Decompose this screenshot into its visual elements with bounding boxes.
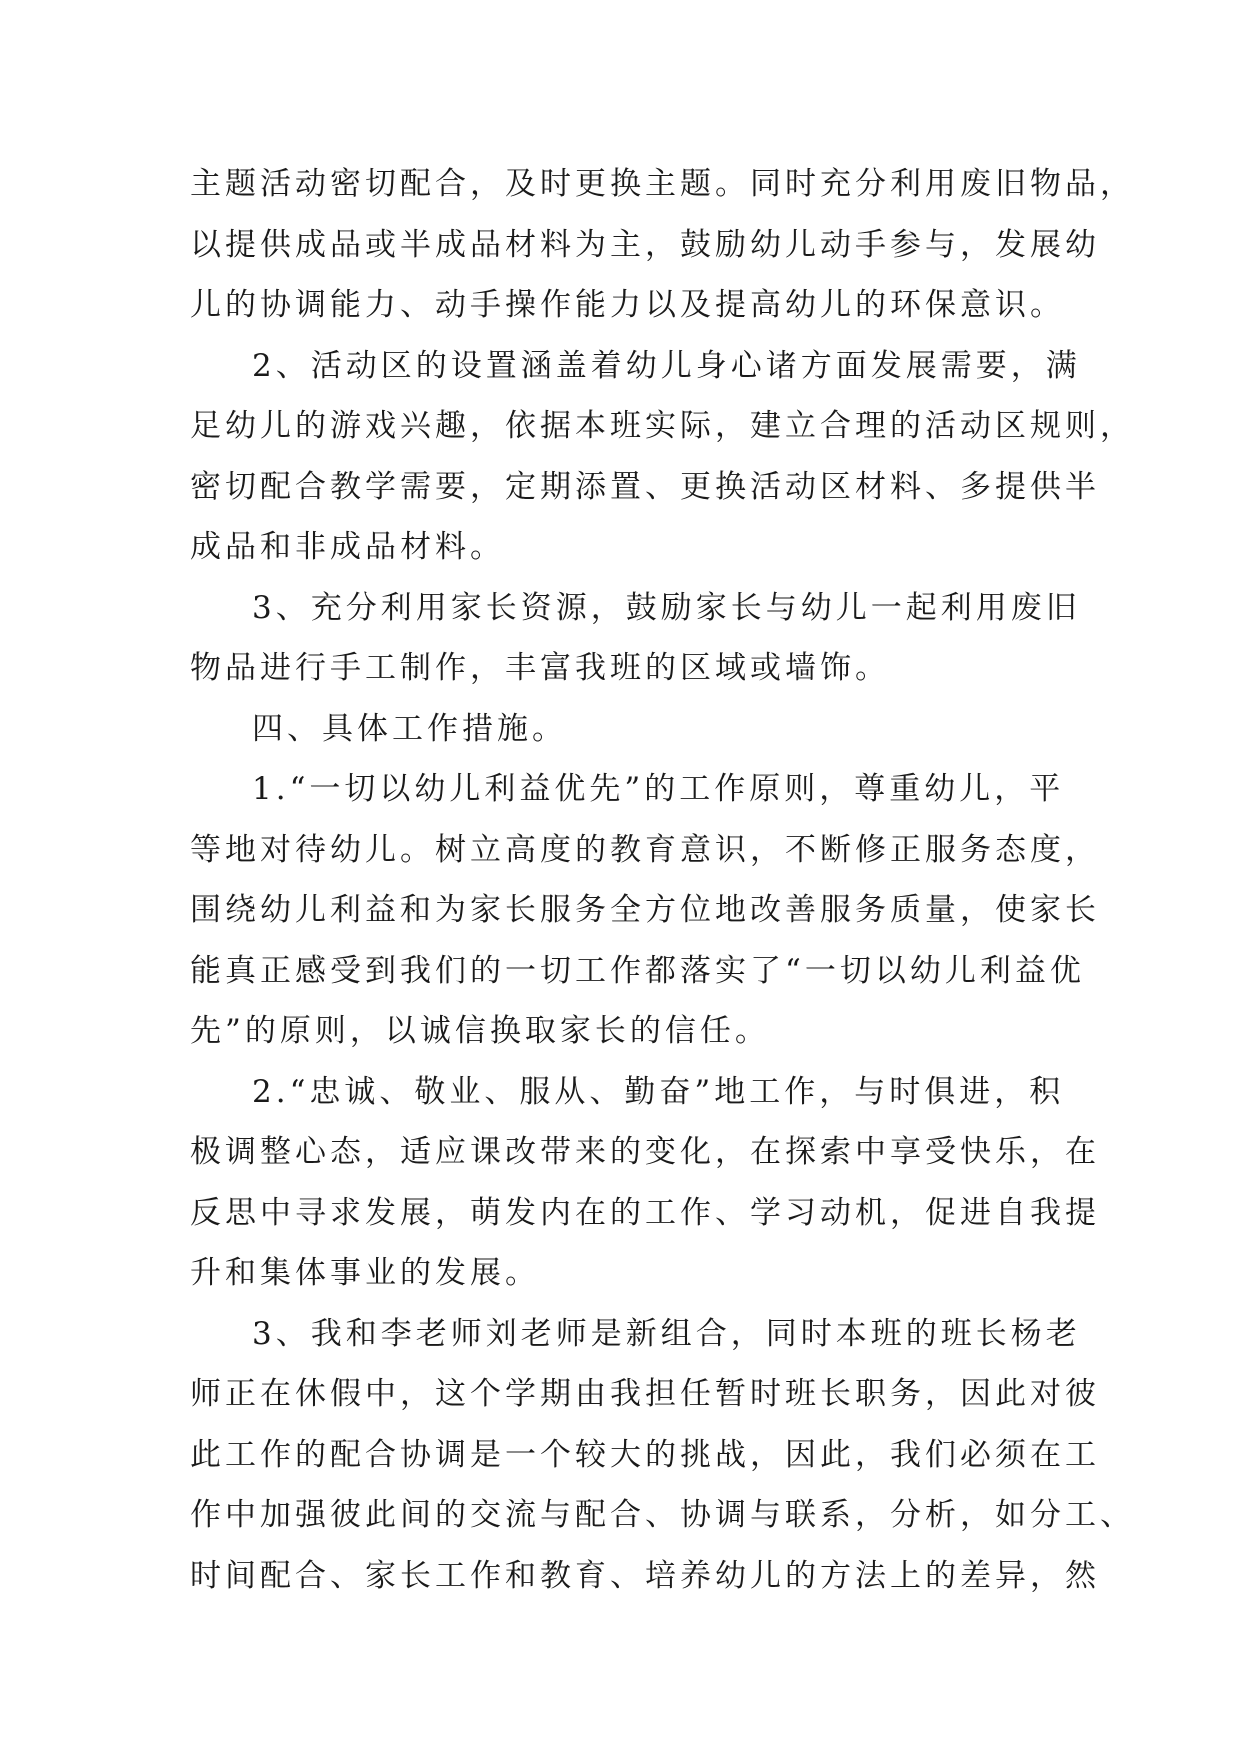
- document-body: [190, 154, 1135, 1606]
- text-line: 作中加强彼此间的交流与配合、协调与联系，分析，如分工、: [190, 1497, 1135, 1533]
- text-line: 儿的协调能力、动手操作能力以及提高幼儿的环保意识。: [190, 287, 1065, 323]
- text-line: 反思中寻求发展，萌发内在的工作、学习动机，促进自我提: [190, 1194, 1100, 1231]
- text-line: 围绕幼儿利益和为家长服务全方位地改善服务质量，使家长: [190, 892, 1100, 928]
- text-line: 以提供成品或半成品材料为主，鼓励幼儿动手参与，发展幼: [190, 226, 1100, 263]
- text-line: 2.“忠诚、敬业、服从、勤奋”地工作，与时俱进，积: [252, 1073, 1065, 1110]
- text-line: 3、充分利用家长资源，鼓励家长与幼儿一起利用废旧: [252, 589, 1081, 626]
- text-line: 能真正感受到我们的一切工作都落实了“一切以幼儿利益优: [190, 952, 1085, 989]
- text-line: 2、活动区的设置涵盖着幼儿身心诸方面发展需要，满: [252, 347, 1081, 384]
- text-line: 密切配合教学需要，定期添置、更换活动区材料、多提供半: [190, 468, 1100, 505]
- text-line: 物品进行手工制作，丰富我班的区域或墙饰。: [190, 650, 890, 686]
- text-line: 等地对待幼儿。树立高度的教育意识，不断修正服务态度，: [190, 831, 1100, 868]
- text-line: 主题活动密切配合，及时更换主题。同时充分利用废旧物品，: [190, 166, 1135, 202]
- text-line: 时间配合、家长工作和教育、培养幼儿的方法上的差异，然: [190, 1557, 1100, 1594]
- text-line: 3、我和李老师刘老师是新组合，同时本班的班长杨老: [252, 1315, 1081, 1352]
- text-line: 升和集体事业的发展。: [190, 1255, 540, 1291]
- text-line: 1.“一切以幼儿利益优先”的工作原则，尊重幼儿，平: [252, 771, 1065, 807]
- text-line: 此工作的配合协调是一个较大的挑战，因此，我们必须在工: [190, 1436, 1100, 1473]
- text-line: 师正在休假中，这个学期由我担任暂时班长职务，因此对彼: [190, 1376, 1100, 1412]
- text-line: 足幼儿的游戏兴趣，依据本班实际，建立合理的活动区规则，: [190, 408, 1135, 444]
- text-line: 先”的原则，以诚信换取家长的信任。: [190, 1013, 770, 1049]
- section-heading: 四、具体工作措施。: [252, 710, 567, 747]
- text-line: 成品和非成品材料。: [190, 529, 505, 565]
- text-line: 极调整心态，适应课改带来的变化，在探索中享受快乐，在: [190, 1134, 1100, 1170]
